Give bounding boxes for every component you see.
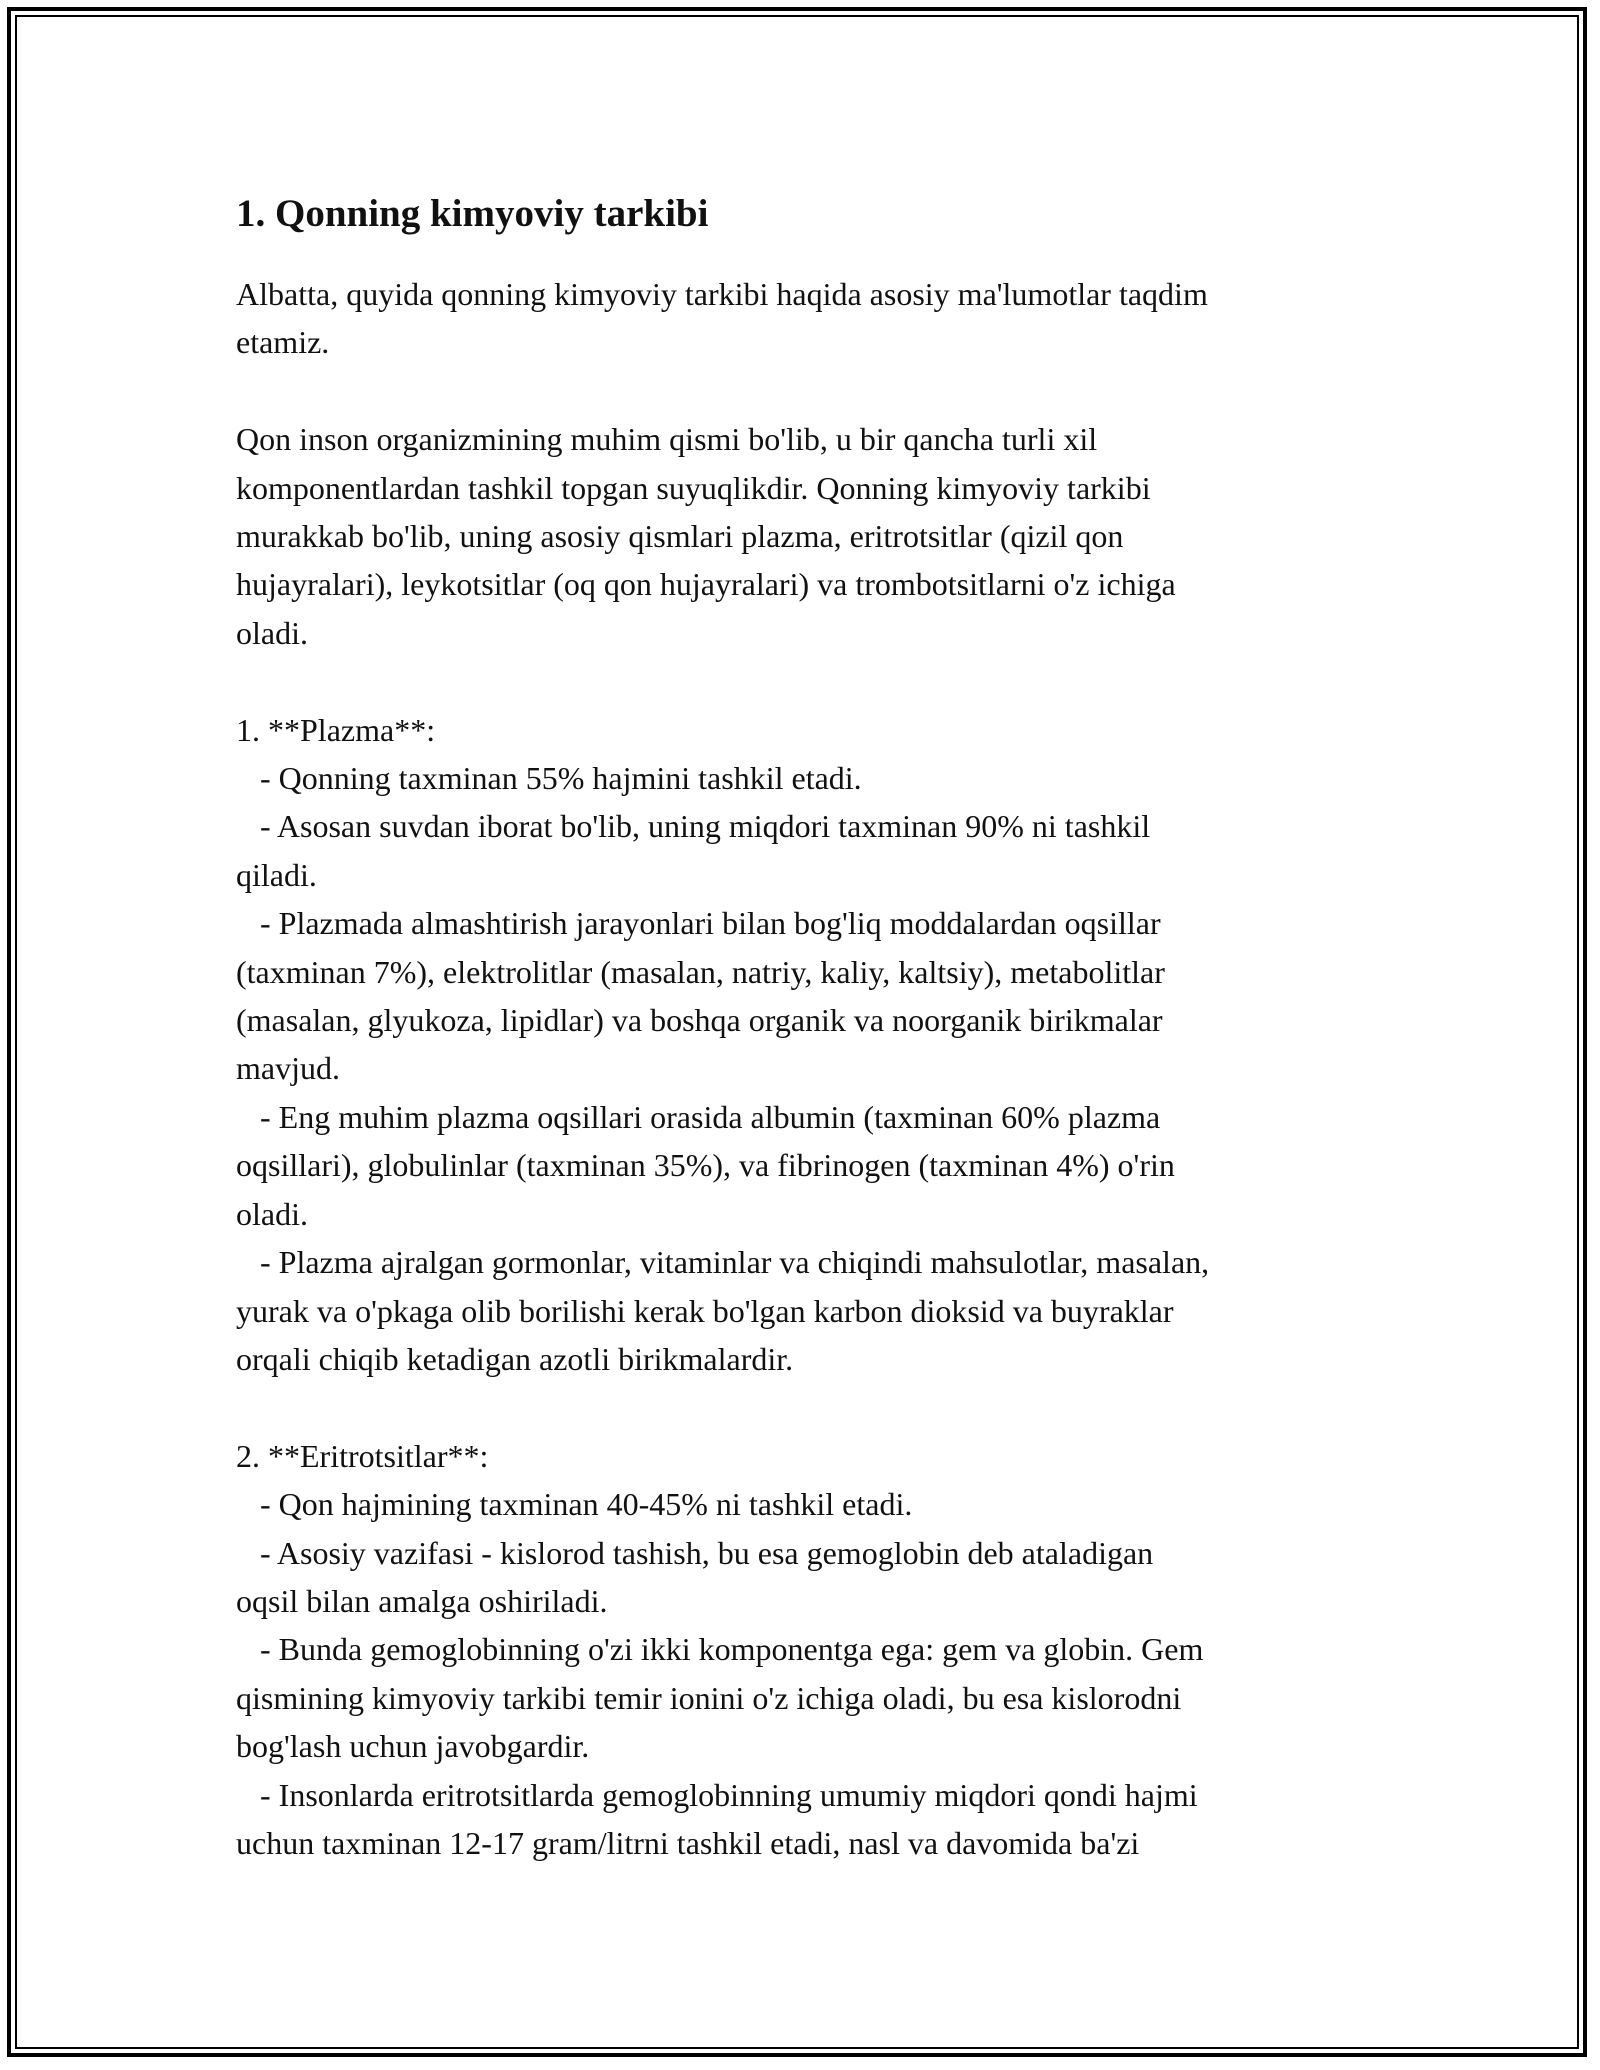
text-line: bog'lash uchun javobgardir. bbox=[236, 1728, 590, 1765]
text-line: - Asosan suvdan iborat bo'lib, uning miqdori taxminan 90% ni tashkil bbox=[236, 808, 1151, 845]
text-line: 1. **Plazma**: bbox=[236, 711, 436, 748]
text-line: etamiz. bbox=[236, 324, 330, 361]
text-line: orqali chiqib ketadigan azotli birikmalardir. bbox=[236, 1340, 794, 1377]
blank-line bbox=[236, 657, 1376, 705]
text-line: komponentlardan tashkil topgan suyuqlikdir. Qonning kimyoviy tarkibi bbox=[236, 469, 1151, 506]
document-content bbox=[236, 186, 1376, 1867]
text-line: qiladi. bbox=[236, 856, 317, 893]
document-title: 1. Qonning kimyoviy tarkibi bbox=[236, 192, 709, 235]
text-line: oladi. bbox=[236, 614, 308, 651]
text-line: murakkab bo'lib, uning asosiy qismlari plazma, eritrotsitlar (qizil qon bbox=[236, 518, 1124, 555]
text-line: qismining kimyoviy tarkibi temir ionini o'z ichiga oladi, bu esa kislorodni bbox=[236, 1679, 1182, 1716]
text-line: - Eng muhim plazma oqsillari orasida albumin (taxminan 60% plazma bbox=[236, 1098, 1161, 1135]
blank-line bbox=[236, 367, 1376, 415]
text-line: - Qon hajmining taxminan 40-45% ni tashkil etadi. bbox=[236, 1486, 913, 1523]
text-line: oqsil bilan amalga oshiriladi. bbox=[236, 1582, 608, 1619]
text-line: oladi. bbox=[236, 1195, 308, 1232]
blank-line bbox=[236, 1383, 1376, 1431]
text-line: Qon inson organizmining muhim qismi bo'lib, u bir qancha turli xil bbox=[236, 421, 1098, 458]
text-line: oqsillari), globulinlar (taxminan 35%), va fibrinogen (taxminan 4%) o'rin bbox=[236, 1147, 1175, 1184]
text-line: yurak va o'pkaga olib borilishi kerak bo'lgan karbon dioksid va buyraklar bbox=[236, 1292, 1174, 1329]
text-line: - Asosiy vazifasi - kislorod tashish, bu esa gemoglobin deb ataladigan bbox=[236, 1534, 1154, 1571]
document-body bbox=[236, 270, 1376, 1867]
text-line: mavjud. bbox=[236, 1050, 340, 1087]
text-line: uchun taxminan 12-17 gram/litrni tashkil etadi, nasl va davomida ba'zi bbox=[236, 1824, 1140, 1861]
text-line: (masalan, glyukoza, lipidlar) va boshqa organik va noorganik birikmalar bbox=[236, 1002, 1163, 1039]
text-line: - Qonning taxminan 55% hajmini tashkil etadi. bbox=[236, 760, 862, 797]
text-line: - Plazmada almashtirish jarayonlari bilan bog'liq moddalardan oqsillar bbox=[236, 905, 1161, 942]
text-line: - Plazma ajralgan gormonlar, vitaminlar va chiqindi mahsulotlar, masalan, bbox=[236, 1244, 1210, 1281]
text-line: (taxminan 7%), elektrolitlar (masalan, natriy, kaliy, kaltsiy), metabolitlar bbox=[236, 953, 1165, 990]
text-line: - Insonlarda eritrotsitlarda gemoglobinning umumiy miqdori qondi hajmi bbox=[236, 1776, 1198, 1813]
text-line: 2. **Eritrotsitlar**: bbox=[236, 1437, 489, 1474]
text-line: hujayralari), leykotsitlar (oq qon hujayralari) va trombotsitlarni o'z ichiga bbox=[236, 566, 1176, 603]
text-line: - Bunda gemoglobinning o'zi ikki komponentga ega: gem va globin. Gem bbox=[236, 1631, 1204, 1668]
text-line: Albatta, quyida qonning kimyoviy tarkibi haqida asosiy ma'lumotlar taqdim bbox=[236, 276, 1208, 312]
